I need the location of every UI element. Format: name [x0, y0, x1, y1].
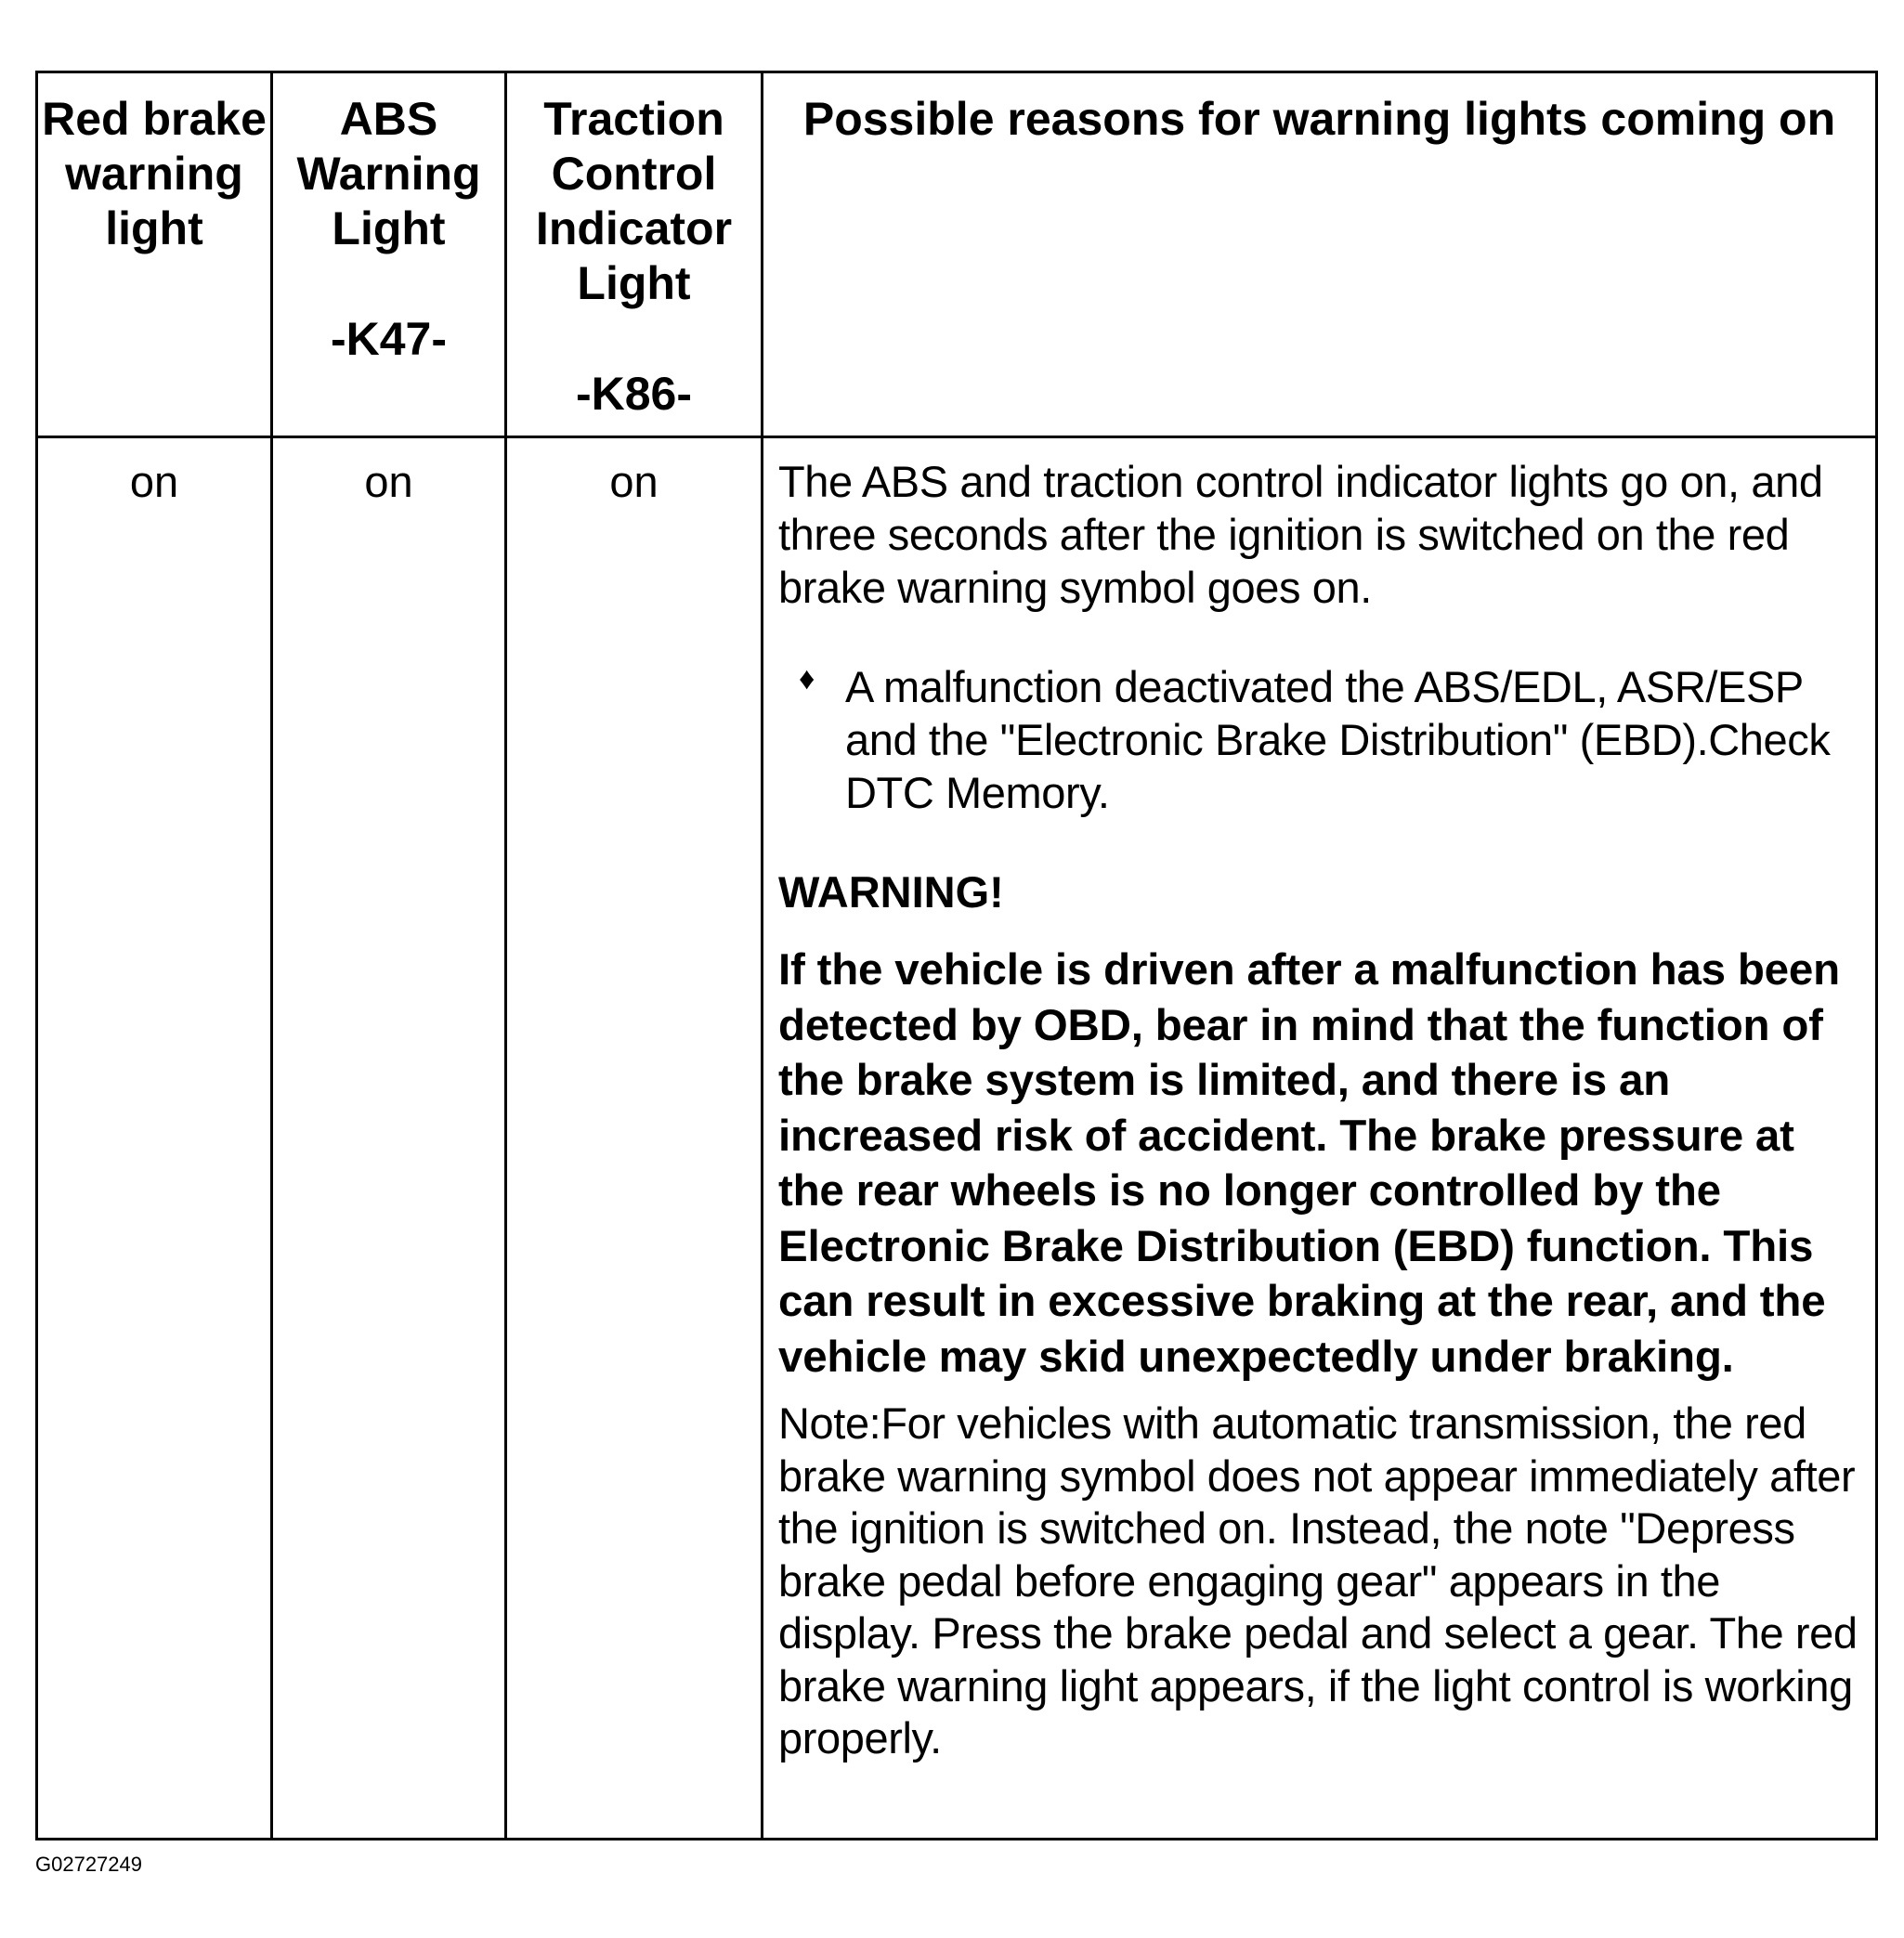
reason-bullet [778, 660, 1858, 819]
header-traction-label: Traction Control Indicator Light [535, 93, 733, 309]
table-header-row [37, 72, 1877, 437]
header-reasons [763, 72, 1877, 437]
warning-lights-table [35, 71, 1878, 1840]
header-abs [272, 72, 506, 437]
reason-intro: The ABS and traction control indicator lights go on, and three seconds after the ignition is switched on the red brake warning symbol goes on. [778, 457, 1823, 612]
figure-id: G02727249 [35, 1853, 142, 1876]
cell-red-brake-status: on [37, 437, 272, 1840]
cell-reasons [763, 437, 1877, 1840]
header-red-brake-label: Red brake warning light [42, 93, 267, 254]
diamond-bullet-icon: ♦ [799, 661, 815, 696]
cell-abs-status: on [272, 437, 506, 1840]
reason-bullet-text: A malfunction deactivated the ABS/EDL, ASR/ESP and the "Electronic Brake Distribution" (EBD).Check DTC Memory. [845, 662, 1831, 817]
header-red-brake [37, 72, 272, 437]
header-reasons-label: Possible reasons for warning lights coming on [802, 93, 1836, 145]
note-text: Note:For vehicles with automatic transmission, the red brake warning symbol does not appear immediately after the ignition is switched on. Instead, the note "Depress brake pedal before engaging gear" appears in the display. Press the brake pedal and select a gear. The red brake warning light appears, if the light control is working properly. [778, 1398, 1858, 1762]
header-traction [506, 72, 763, 437]
warning-title: WARNING! [778, 867, 1004, 917]
header-abs-label: ABS Warning Light [296, 93, 481, 254]
header-traction-code: -K86- [575, 368, 693, 420]
table-row [37, 437, 1877, 1840]
header-abs-code: -K47- [330, 313, 448, 365]
warning-text: If the vehicle is driven after a malfunction has been detected by OBD, bear in mind that the function of the brake system is limited, and there is an increased risk of accident. The brake pressure at the rear wheels is no longer controlled by the Electronic Brake Distribution (EBD) function. This can result in excessive braking at the rear, and the vehicle may skid unexpectedly under braking. [778, 945, 1840, 1382]
cell-traction-status: on [506, 437, 763, 1840]
